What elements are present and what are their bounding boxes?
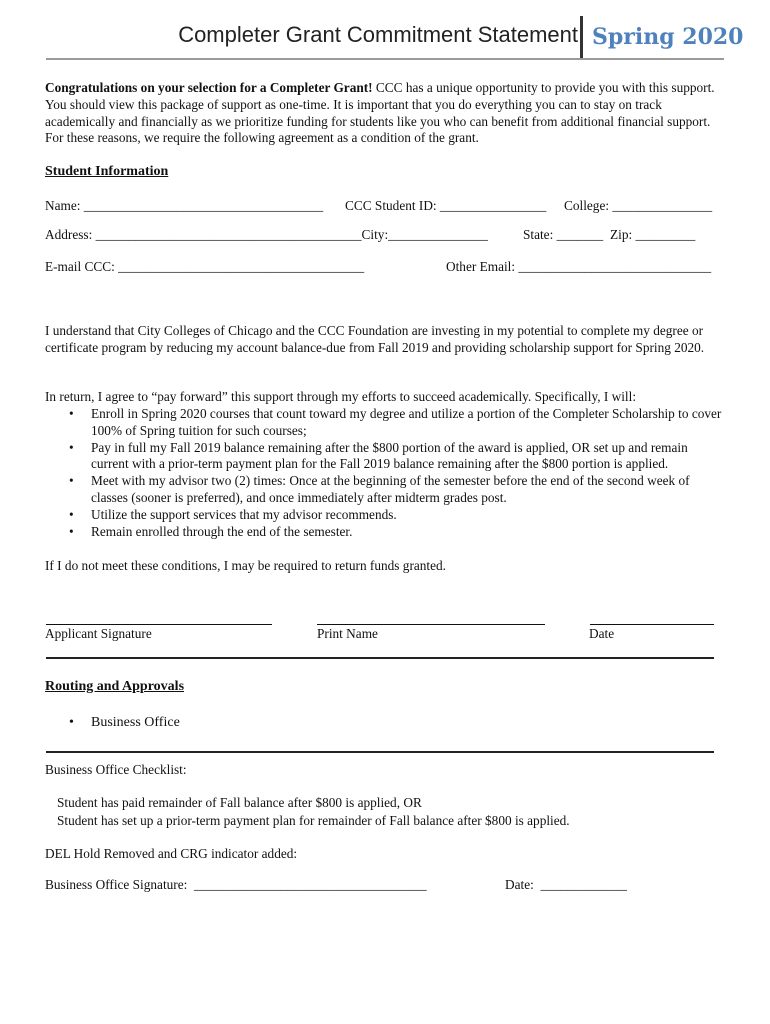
college-field[interactable]: College: _______________ [564,198,713,213]
section-divider [46,751,714,753]
checklist-item[interactable]: Student has set up a prior-term payment plan for remainder of Fall balance after $800 is applied. [57,813,570,828]
header-rule [46,58,724,60]
document-title: Completer Grant Commitment Statement [178,22,578,47]
business-office-signature-field[interactable]: Business Office Signature: ___________________________________ [45,877,427,892]
other-email-field[interactable]: Other Email: _____________________________ [446,259,712,274]
list-item: • Meet with my advisor two (2) times: Once at the beginning of the semester before the end of the second week of classes (sooner is preferred), and once immediately after midterm grades post. [91,473,725,507]
state-field[interactable]: State: _______ [523,227,604,242]
checklist-item[interactable]: Student has paid remainder of Fall balance after $800 is applied, OR [57,795,422,810]
name-field[interactable]: Name: ____________________________________ [45,198,324,213]
list-item: • Utilize the support services that my advisor recommends. [91,507,725,524]
commitment-list [45,406,725,540]
intro-paragraph [45,80,725,147]
condition-paragraph: If I do not meet these conditions, I may be required to return funds granted. [45,558,447,573]
del-hold-line[interactable]: DEL Hold Removed and CRG indicator added: [45,846,298,861]
business-office-date-field[interactable]: Date: _____________ [505,877,627,892]
student-id-field[interactable]: CCC Student ID: ________________ [345,198,547,213]
student-info-heading: Student Information [45,164,169,179]
routing-heading: Routing and Approvals [45,679,185,694]
routing-list [45,715,725,732]
intro-congrats: Congratulations on your selection for a Completer Grant! [45,80,373,95]
in-return-paragraph: In return, I agree to “pay forward” this support through my efforts to succeed academically. Specifically, I will: [45,389,637,404]
print-name-label: Print Name [317,626,378,641]
section-divider [46,657,714,659]
list-item: • Enroll in Spring 2020 courses that count toward my degree and utilize a portion of the Completer Scholarship to cover 100% of Spring tuition for such courses; [91,406,725,440]
checklist-title: Business Office Checklist: [45,762,187,777]
date-line[interactable] [590,624,714,625]
list-item: • Pay in full my Fall 2019 balance remaining after the $800 portion of the award is applied, OR set up and remain current with a prior-term payment plan for the Fall 2019 balance remaining after the $800 portion is applied. [91,440,725,474]
understand-paragraph: I understand that City Colleges of Chicago and the CCC Foundation are investing in my potential to complete my degree or certificate program by reducing my account balance-due from Fall 2019 and providing scholarship support for Spring 2020. [45,323,705,355]
intro-text: CCC has a unique opportunity to provide you with this support. You should view this package of support as one-time. It is important that you do everything you can to stay on track academically and financially as we prioritize funding for students like you who can benefit from additional financial support. For these reasons, we require the following agreement as a condition of the grant. [45,80,715,146]
applicant-signature-label: Applicant Signature [45,626,152,641]
email-ccc-field[interactable]: E-mail CCC: _____________________________________ [45,259,365,274]
address-city-field[interactable]: Address: ________________________________________City:_______________ [45,227,488,242]
applicant-signature-line[interactable] [46,624,272,625]
list-item: • Business Office [91,715,725,732]
list-item: • Remain enrolled through the end of the semester. [91,524,725,541]
term-label: Spring 2020 [592,24,744,50]
print-name-line[interactable] [317,624,545,625]
date-label: Date [589,626,615,641]
zip-field[interactable]: Zip: _________ [610,227,696,242]
title-divider [580,16,583,58]
